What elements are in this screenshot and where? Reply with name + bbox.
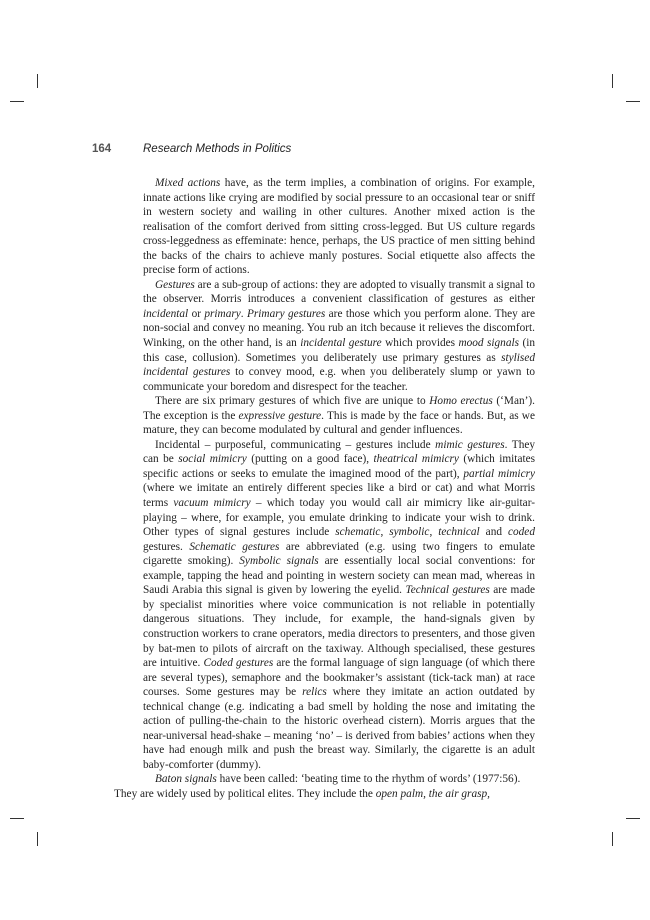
text-run: gestures.: [143, 540, 190, 553]
text-run: have been called: ‘beating time to the rhythm of words’ (1977:56).: [216, 773, 521, 786]
italic-term: Baton signals: [155, 773, 217, 786]
crop-mark-top-left-vertical: [37, 74, 38, 88]
italic-term: Symbolic signals: [239, 555, 319, 568]
italic-term: coded: [508, 526, 535, 539]
italic-term: Schematic gestures: [189, 540, 280, 553]
text-run: are made by specialist minorities where voice communication is not reliable in potentially dangerous situations. They include, for example, the hand-signals given by construction workers to crane operators, media directors to presenters, and those given by bat-men to pilots of aircraft on the taxiway. Although specialised, these gestures are intuitive.: [143, 584, 535, 670]
italic-term: relics: [302, 686, 327, 699]
italic-term: expressive gesture: [238, 409, 322, 422]
text-run: – which today you would call air mimicry like air-guitar-playing – where, for example, you emulate drinking to indicate your wish to drink. Other types of signal gestures include: [143, 497, 535, 539]
italic-term: Gestures: [155, 278, 195, 291]
text-run: have, as the term implies, a combination of origins. For example, innate actions like crying are modified by social pressure to an occasional tear or sniff in western society and wailing in other cultures. Another mixed action is the realisation of the comfort derived from sitting cross-legged. But US culture regards cross-leggedness as effeminate: hence, perhaps, the US practice of men sitting behind the backs of the chairs to achieve manly postures. Social etiquette also affects the precise form of actions.: [143, 177, 536, 277]
italic-term: partial mimicry: [463, 467, 535, 480]
italic-term: theatrical mimicry: [373, 453, 459, 466]
text-run: are abbreviated (e.g. using two fingers to emulate cigarette smoking).: [143, 540, 536, 568]
paragraph-gestures: [143, 278, 535, 394]
page-number: 164: [92, 143, 112, 155]
text-run: . This is made by the face or hands. But, as we mature, they can become modulated by cultural and gender influences.: [143, 409, 535, 437]
text-run: Incidental – purposeful, communicating – gestures include: [155, 438, 436, 451]
text-run: ,: [380, 526, 390, 539]
text-run: (which imitates specific actions or seeks to emulate the imagined mood of the part),: [143, 453, 536, 480]
italic-term: open palm, the air grasp,: [375, 787, 490, 800]
italic-term: mimic gestures: [435, 438, 505, 451]
text-run: (where we imitate an entirely different species like a bird or cat) and what Morris terms: [143, 482, 535, 510]
italic-term: schematic: [335, 526, 381, 539]
italic-term: primary: [204, 307, 241, 320]
text-run: or: [188, 307, 205, 320]
crop-mark-bottom-left-horizontal: [10, 818, 24, 819]
text-run: which provides: [381, 337, 459, 350]
italic-term: vacuum mimicry: [173, 497, 251, 510]
text-run: are those which you perform alone. They are non-social and convey no meaning. You rub an itch because it relieves the discomfort. Winking, on the other hand, is an: [143, 307, 536, 350]
crop-mark-top-right-vertical: [612, 74, 613, 88]
text-run: and: [479, 526, 508, 539]
text-run: (in this case, collusion). Sometimes you deliberately use primary gestures as: [143, 337, 536, 364]
text-run: to convey mood, e.g. when you deliberately slump or yawn to communicate your boredom and disrespect for the teacher.: [143, 366, 536, 393]
text-run: (‘Man’). The exception is the: [143, 395, 535, 422]
page-header: [92, 143, 532, 159]
paragraph-primary-gestures: [143, 394, 535, 438]
text-run: (putting on a good face),: [246, 453, 374, 466]
text-run: . They can be: [143, 438, 535, 466]
text-run: are essentially local social conventions: for example, tapping the head and pointing in western society can mean mad, whereas in Saudi Arabia this signal is given by lowering the eyelid.: [143, 555, 535, 597]
crop-mark-top-right-horizontal: [626, 101, 640, 102]
italic-term: symbolic: [389, 526, 430, 539]
paragraph-incidental-gestures: [143, 438, 535, 773]
crop-mark-bottom-right-horizontal: [626, 818, 640, 819]
text-run: are the formal language of sign language (of which there are several types), semaphore and the bookmaker’s assistant (tick-tack man) at race courses. Some gestures may be: [143, 657, 535, 699]
crop-mark-bottom-left-vertical: [37, 832, 38, 846]
text-run: are a sub-group of actions: they are adopted to visually transmit a signal to the observer. Morris introduces a convenient classification of gestures as either: [143, 278, 535, 306]
text-run: ,: [429, 526, 439, 539]
italic-term: incidental gesture: [300, 337, 382, 350]
italic-term: Mixed actions: [155, 177, 221, 189]
text-run: They are widely used by political elites. They include the: [114, 787, 376, 800]
italic-term: social mimicry: [178, 453, 247, 466]
italic-term: stylised incidental gestures: [143, 351, 535, 379]
italic-term: technical: [438, 526, 480, 539]
paragraph-political-elites: [114, 787, 535, 802]
italic-term: Coded gestures: [203, 657, 274, 670]
paragraph-mixed-actions: [143, 176, 535, 278]
paragraph-baton-signals: [143, 772, 535, 787]
body-text: [114, 176, 536, 802]
text-run: where they imitate an action outdated by technical change (e.g. indicating a bad smell by holding the nose and imitating the action of pulling-the-chain to the historic overhead cistern). Morris argues that the near-universal head-shake – meaning ‘no’ – is derived from babies’ actions when they have had enough milk and push the breast way. Similarly, the cigarette is an adult baby-comforter (dummy).: [143, 686, 535, 771]
crop-mark-top-left-horizontal: [10, 101, 24, 102]
italic-term: Homo erectus: [429, 395, 493, 408]
text-run: There are six primary gestures of which five are unique to: [155, 395, 430, 408]
italic-term: incidental: [143, 307, 189, 320]
italic-term: Primary gestures: [247, 307, 326, 320]
italic-term: mood signals: [458, 337, 520, 350]
running-title: Research Methods in Politics: [143, 143, 292, 155]
italic-term: Technical gestures: [405, 584, 490, 597]
text-run: .: [240, 307, 247, 320]
crop-mark-bottom-right-vertical: [612, 832, 613, 846]
